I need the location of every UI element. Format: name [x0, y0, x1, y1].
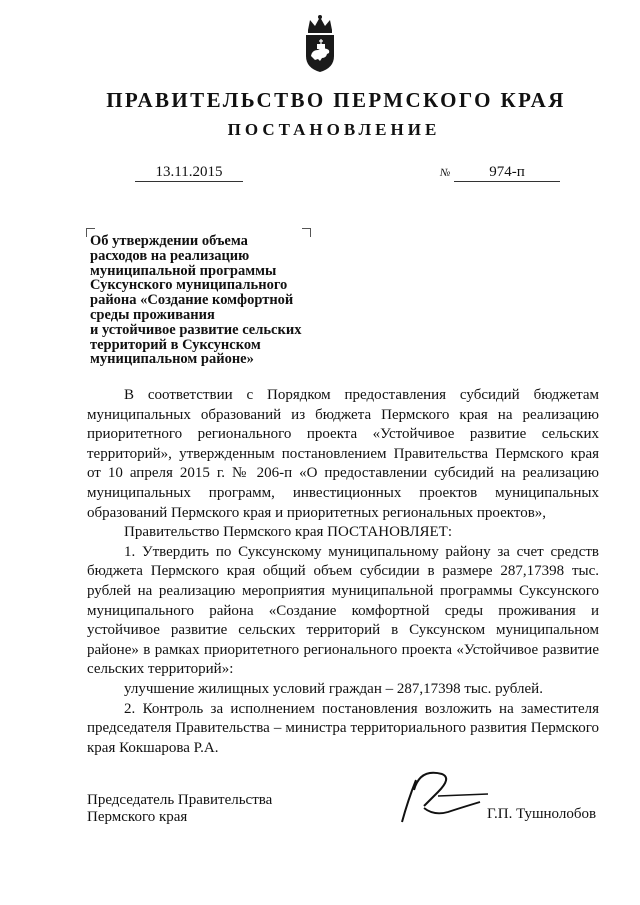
document-type: ПОСТАНОВЛЕНИЕ: [227, 120, 441, 139]
document-number: 974-п: [454, 163, 560, 182]
resolution-paragraph: Правительство Пермского края ПОСТАНОВЛЯЕТ:: [124, 524, 453, 541]
perm-krai-coat-of-arms: [300, 12, 340, 74]
signatory-name: Г.П. Тушнолобов: [487, 806, 597, 822]
government-title: ПРАВИТЕЛЬСТВО ПЕРМСКОГО КРАЯ: [106, 88, 566, 112]
subject-line: муниципальной программы: [90, 262, 277, 279]
position-line: Председатель Правительства: [87, 792, 273, 808]
item-1-paragraph: 1. Утвердить по Суксунскому муниципальному району за счет средств бюджета Пермского края общий объем субсидии в размере 287,17398 тыс. рублей на реализацию мероприятия муниципальной программы Суксунского муниципального района «Создание комфортной среды проживания и устойчивое развитие сельских территорий в Суксунском муниципальном районе» в рамках приоритетного регионального проекта «Устойчивое развитие сельских территорий»:: [87, 543, 599, 678]
position-line: Пермского края: [87, 809, 188, 825]
subject-line: расходов на реализацию: [90, 247, 250, 264]
item-2-paragraph: 2. Контроль за исполнением постановления возложить на заместителя председателя Правительства – министра территориального развития Пермского края Кокшарова Р.А.: [87, 700, 599, 756]
number-label: №: [440, 167, 451, 179]
subject-line: Суксунского муниципального: [90, 277, 288, 294]
document-subject: [90, 234, 315, 367]
handwritten-signature: [390, 760, 500, 830]
document-date: 13.11.2015: [135, 163, 243, 182]
subject-line: территорий в Суксунском: [90, 336, 261, 353]
subject-line: и устойчивое развитие сельских: [90, 321, 302, 338]
subject-line: муниципальном районе»: [90, 351, 254, 368]
subject-line: района «Создание комфортной: [90, 292, 294, 309]
signatory-position: [87, 792, 272, 826]
document-body: [87, 386, 599, 758]
subject-line: Об утверждении объема: [90, 233, 248, 249]
preamble-paragraph: В соответствии с Порядком предоставления субсидий бюджетам муниципальных образований из бюджета Пермского края на реализацию приоритетного регионального проекта «Устойчивое развитие сельских территорий», утвержденным постановлением Правительства Пермского края от 10 апреля 2015 г. № 206-п «О предоставлении субсидий на реализацию муниципальных программ, инвестиционных проектов муниципальных образований Пермского края и приоритетных региональных проектов»,: [87, 387, 599, 521]
item-1-subitem: улучшение жилищных условий граждан – 287,17398 тыс. рублей.: [124, 680, 543, 697]
subject-line: среды проживания: [90, 306, 215, 323]
